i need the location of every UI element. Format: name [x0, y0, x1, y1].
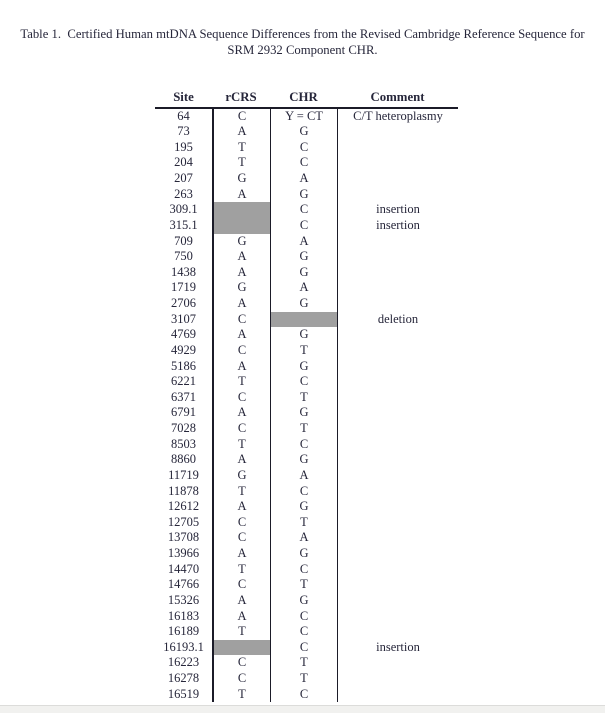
rcrs-cell: A — [212, 499, 270, 515]
site-cell: 7028 — [171, 421, 196, 435]
chr-cell: C — [270, 374, 337, 390]
chr-cell: T — [270, 671, 337, 687]
rcrs-cell: C — [212, 577, 270, 593]
rcrs-cell: T — [212, 624, 270, 640]
rcrs-cell: T — [212, 484, 270, 500]
rcrs-cell: A — [212, 187, 270, 203]
table-row — [155, 452, 458, 468]
rcrs-cell: A — [212, 359, 270, 375]
table-row — [155, 405, 458, 421]
rcrs-cell: C — [212, 109, 270, 125]
comment-cell: C/T heteroplasmy — [337, 109, 458, 125]
site-cell: 64 — [177, 108, 190, 123]
rcrs-cell: T — [212, 687, 270, 703]
site-cell: 16519 — [167, 686, 200, 701]
table-row — [155, 593, 458, 609]
chr-cell: C — [270, 484, 337, 500]
table-row — [155, 155, 458, 171]
rcrs-cell: G — [212, 171, 270, 187]
rcrs-cell: C — [212, 530, 270, 546]
table-row — [155, 546, 458, 562]
chr-cell: G — [270, 265, 337, 281]
comment-cell — [337, 515, 458, 531]
table-row — [155, 515, 458, 531]
comment-cell — [337, 484, 458, 500]
rcrs-cell: C — [212, 515, 270, 531]
rcrs-cell — [212, 640, 270, 656]
rcrs-cell: A — [212, 327, 270, 343]
comment-cell — [337, 421, 458, 437]
site-cell: 1438 — [171, 264, 196, 279]
comment-cell — [337, 546, 458, 562]
site-cell: 14470 — [167, 561, 200, 576]
chr-cell: G — [270, 452, 337, 468]
comment-cell: insertion — [337, 218, 458, 234]
chr-cell: G — [270, 546, 337, 562]
table-row — [155, 234, 458, 250]
table-caption-line2: SRM 2932 Component CHR. — [227, 42, 378, 57]
chr-cell: G — [270, 296, 337, 312]
table-row — [155, 562, 458, 578]
chr-cell: T — [270, 577, 337, 593]
site-cell: 8860 — [171, 452, 196, 467]
comment-cell — [337, 280, 458, 296]
chr-cell: G — [270, 405, 337, 421]
rcrs-cell: G — [212, 468, 270, 484]
comment-cell — [337, 562, 458, 578]
site-cell: 709 — [174, 233, 193, 248]
comment-cell — [337, 296, 458, 312]
chr-cell: C — [270, 437, 337, 453]
table-row — [155, 140, 458, 156]
site-cell: 15326 — [167, 592, 200, 607]
rcrs-cell: T — [212, 562, 270, 578]
comment-cell — [337, 124, 458, 140]
site-cell: 4769 — [171, 327, 196, 342]
chr-cell: C — [270, 140, 337, 156]
table-row — [155, 218, 458, 234]
site-cell: 263 — [174, 186, 193, 201]
site-cell: 6791 — [171, 405, 196, 420]
comment-cell — [337, 452, 458, 468]
site-cell: 11878 — [168, 483, 199, 498]
column-header-comment: Comment — [370, 90, 425, 104]
site-cell: 14766 — [167, 577, 200, 592]
chr-cell: C — [270, 155, 337, 171]
table-row — [155, 202, 458, 218]
table-row — [155, 265, 458, 281]
rcrs-cell: T — [212, 140, 270, 156]
comment-cell: deletion — [337, 312, 458, 328]
chr-cell: G — [270, 593, 337, 609]
comment-cell — [337, 593, 458, 609]
site-cell: 195 — [174, 139, 193, 154]
table-caption — [0, 27, 605, 58]
page-bottom-edge — [0, 705, 605, 713]
chr-cell: A — [270, 234, 337, 250]
site-cell: 309.1 — [169, 202, 198, 217]
comment-cell — [337, 234, 458, 250]
rcrs-cell: C — [212, 343, 270, 359]
table-row — [155, 499, 458, 515]
chr-cell: T — [270, 655, 337, 671]
site-cell: 16223 — [167, 655, 200, 670]
site-cell: 750 — [174, 249, 193, 264]
table-row — [155, 187, 458, 203]
site-cell: 315.1 — [169, 217, 198, 232]
table-row — [155, 374, 458, 390]
rcrs-cell — [212, 202, 270, 218]
chr-cell: A — [270, 171, 337, 187]
rcrs-cell: T — [212, 374, 270, 390]
comment-cell — [337, 624, 458, 640]
table-row — [155, 343, 458, 359]
comment-cell — [337, 530, 458, 546]
chr-cell: G — [270, 359, 337, 375]
table-row — [155, 109, 458, 125]
table-row — [155, 249, 458, 265]
chr-cell: C — [270, 609, 337, 625]
site-cell: 16193.1 — [163, 639, 204, 654]
table-row — [155, 577, 458, 593]
chr-cell: Y = CT — [270, 109, 337, 125]
comment-cell — [337, 687, 458, 703]
table-row — [155, 124, 458, 140]
table-caption-line1: Table 1. Certified Human mtDNA Sequence Differences from the Revised Cambridge Reference Sequence for — [20, 27, 585, 41]
comment-cell — [337, 155, 458, 171]
table-header-row — [155, 90, 458, 109]
site-cell: 1719 — [171, 280, 196, 295]
comment-cell — [337, 609, 458, 625]
table-row — [155, 280, 458, 296]
column-header-rcrs: rCRS — [225, 90, 257, 104]
rcrs-cell: C — [212, 312, 270, 328]
site-cell: 2706 — [171, 296, 196, 310]
comment-cell — [337, 187, 458, 203]
chr-cell: A — [270, 468, 337, 484]
table-row — [155, 171, 458, 187]
rcrs-cell: A — [212, 265, 270, 281]
column-header-site: Site — [173, 90, 194, 104]
comment-cell — [337, 140, 458, 156]
table-row — [155, 484, 458, 500]
comment-cell — [337, 249, 458, 265]
comment-cell: insertion — [337, 640, 458, 656]
chr-cell: C — [270, 562, 337, 578]
comment-cell — [337, 374, 458, 390]
chr-cell: T — [270, 421, 337, 437]
site-cell: 16183 — [167, 608, 200, 623]
rcrs-cell: C — [212, 655, 270, 671]
chr-cell: C — [270, 640, 337, 656]
site-cell: 5186 — [171, 358, 196, 373]
chr-cell: C — [270, 218, 337, 234]
site-cell: 4929 — [171, 342, 196, 357]
chr-cell: T — [270, 343, 337, 359]
site-cell: 16189 — [167, 624, 200, 639]
mtdna-differences-table — [155, 90, 458, 702]
table-row — [155, 421, 458, 437]
comment-cell — [337, 468, 458, 484]
chr-cell: G — [270, 124, 337, 140]
rcrs-cell: T — [212, 155, 270, 171]
table-row — [155, 312, 458, 328]
rcrs-cell — [212, 218, 270, 234]
rcrs-cell: C — [212, 390, 270, 406]
comment-cell — [337, 171, 458, 187]
table-row — [155, 390, 458, 406]
table-row — [155, 640, 458, 656]
chr-cell: G — [270, 187, 337, 203]
table-row — [155, 468, 458, 484]
chr-cell: A — [270, 530, 337, 546]
chr-cell: C — [270, 202, 337, 218]
table-row — [155, 530, 458, 546]
table-row — [155, 687, 458, 703]
rcrs-cell: A — [212, 124, 270, 140]
chr-cell — [270, 312, 337, 328]
comment-cell — [337, 671, 458, 687]
chr-cell: G — [270, 327, 337, 343]
comment-cell — [337, 343, 458, 359]
comment-cell — [337, 327, 458, 343]
table-row — [155, 671, 458, 687]
comment-cell — [337, 577, 458, 593]
rcrs-cell: C — [212, 421, 270, 437]
site-cell: 3107 — [171, 311, 196, 326]
table-row — [155, 296, 458, 312]
comment-cell: insertion — [337, 202, 458, 218]
table-row — [155, 437, 458, 453]
rcrs-cell: G — [212, 280, 270, 296]
table-row — [155, 624, 458, 640]
comment-cell — [337, 405, 458, 421]
chr-cell: G — [270, 249, 337, 265]
site-cell: 8503 — [171, 436, 196, 451]
site-cell: 6221 — [171, 374, 196, 389]
site-cell: 16278 — [167, 671, 200, 685]
comment-cell — [337, 655, 458, 671]
comment-cell — [337, 499, 458, 515]
rcrs-cell: A — [212, 546, 270, 562]
chr-cell: C — [270, 687, 337, 703]
table-body — [155, 109, 458, 703]
site-cell: 12612 — [167, 499, 200, 514]
site-cell: 204 — [174, 155, 193, 170]
table-row — [155, 655, 458, 671]
site-cell: 11719 — [168, 467, 199, 482]
chr-cell: G — [270, 499, 337, 515]
comment-cell — [337, 437, 458, 453]
rcrs-cell: A — [212, 452, 270, 468]
table-row — [155, 359, 458, 375]
chr-cell: C — [270, 624, 337, 640]
rcrs-cell: C — [212, 671, 270, 687]
comment-cell — [337, 390, 458, 406]
chr-cell: T — [270, 390, 337, 406]
rcrs-cell: A — [212, 249, 270, 265]
rcrs-cell: A — [212, 593, 270, 609]
site-cell: 12705 — [167, 514, 200, 529]
column-header-chr: CHR — [289, 90, 318, 104]
site-cell: 13966 — [167, 546, 200, 560]
site-cell: 207 — [174, 171, 193, 185]
chr-cell: T — [270, 515, 337, 531]
rcrs-cell: T — [212, 437, 270, 453]
rcrs-cell: A — [212, 296, 270, 312]
rcrs-cell: A — [212, 609, 270, 625]
chr-cell: A — [270, 280, 337, 296]
table-row — [155, 609, 458, 625]
comment-cell — [337, 359, 458, 375]
site-cell: 13708 — [167, 530, 200, 545]
site-cell: 73 — [177, 124, 190, 139]
table-row — [155, 327, 458, 343]
rcrs-cell: G — [212, 234, 270, 250]
rcrs-cell: A — [212, 405, 270, 421]
comment-cell — [337, 265, 458, 281]
site-cell: 6371 — [171, 389, 196, 404]
